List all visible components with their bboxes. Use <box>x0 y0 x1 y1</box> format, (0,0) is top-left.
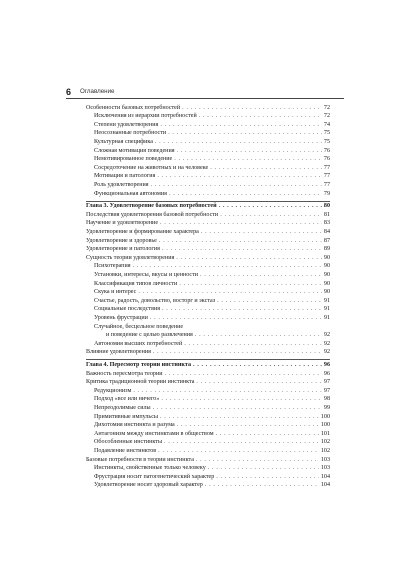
header-rule <box>66 98 344 99</box>
toc-leader-dots <box>155 138 322 147</box>
toc-leader-dots <box>159 237 322 246</box>
toc-entry-page: 90 <box>323 280 330 287</box>
toc-entry-page: 90 <box>323 289 330 296</box>
toc-entry <box>86 271 330 280</box>
toc-entry-page: 83 <box>323 220 330 227</box>
toc-entry <box>86 288 330 297</box>
toc-entry-title: Сосредоточение на животных и на человеке <box>94 164 209 171</box>
toc-entry-title: Случайное, бесцельное поведение <box>94 323 184 330</box>
toc-entry-page: 87 <box>323 237 330 244</box>
toc-leader-dots <box>158 447 319 456</box>
toc-entry-page: 77 <box>323 181 330 188</box>
toc-leader-dots <box>160 219 322 228</box>
toc-leader-dots <box>193 361 322 370</box>
toc-entry <box>86 297 330 306</box>
toc-leader-dots <box>162 305 322 314</box>
toc-entry-title: Классификация типов личности <box>94 280 178 287</box>
toc-entry-title: Особенности базовых потребностей <box>86 104 181 111</box>
toc-entry <box>86 129 330 138</box>
toc-leader-dots <box>157 172 322 181</box>
toc-entry <box>86 331 330 340</box>
toc-entry-page: 72 <box>323 113 330 120</box>
toc-entry-page: 96 <box>323 370 330 377</box>
toc-entry <box>86 155 330 164</box>
toc-entry-page: 92 <box>323 332 330 339</box>
running-head: Оглавление <box>80 88 115 95</box>
toc-entry-page: 91 <box>323 297 330 304</box>
toc-entry-page: 96 <box>323 361 330 368</box>
toc-entry-title: Психотерапия <box>94 263 131 270</box>
toc-leader-dots <box>169 190 322 199</box>
toc-leader-dots <box>220 211 322 220</box>
toc-entry-page: 77 <box>323 164 330 171</box>
toc-entry-page: 101 <box>320 430 330 437</box>
toc-entry <box>86 237 330 246</box>
toc-entry-title: Скука и интерес <box>94 289 137 296</box>
toc-leader-dots <box>195 331 322 340</box>
toc-entry <box>86 314 330 323</box>
toc-entry <box>86 413 330 422</box>
toc-entry <box>86 305 330 314</box>
toc-entry-title: Удовлетворение и патология <box>86 246 160 253</box>
toc-leader-dots <box>208 464 319 473</box>
toc-entry <box>86 112 330 121</box>
toc-leader-dots <box>179 280 322 289</box>
toc-entry-page: 100 <box>320 422 330 429</box>
toc-entry-page: 92 <box>323 349 330 356</box>
toc-leader-dots <box>184 340 322 349</box>
toc-leader-dots <box>164 438 319 447</box>
toc-entry <box>86 340 330 349</box>
toc-entry-page: 91 <box>323 314 330 321</box>
toc-entry-title: Непреодолимые силы <box>94 404 151 411</box>
toc-entry-title: Научение и удовлетворение <box>86 220 159 227</box>
toc-leader-dots <box>177 421 319 430</box>
toc-entry-page: 76 <box>323 147 330 154</box>
toc-entry <box>86 348 330 357</box>
toc-entry <box>86 464 330 473</box>
toc-entry-page: 80 <box>323 203 330 210</box>
toc-entry <box>86 430 330 439</box>
toc-entry <box>86 421 330 430</box>
toc-chapter <box>86 202 330 211</box>
toc-entry <box>86 211 330 220</box>
toc-leader-dots <box>174 155 322 164</box>
toc-entry-page: 84 <box>323 228 330 235</box>
toc-leader-dots <box>138 288 322 297</box>
toc-entry-page: 74 <box>323 121 330 128</box>
toc-entry-page: 79 <box>323 190 330 197</box>
toc-entry-title: Мотивация и патология <box>94 173 156 180</box>
toc-entry-title: Исключения из иерархии потребностей <box>94 113 197 120</box>
toc-entry <box>86 219 330 228</box>
toc-entry-page: 104 <box>320 482 330 489</box>
toc-leader-dots <box>182 104 322 113</box>
page-number: 6 <box>66 87 72 97</box>
toc-leader-dots <box>133 387 322 396</box>
toc-entry-page: 102 <box>320 439 330 446</box>
toc-leader-dots <box>199 112 322 121</box>
toc-entry <box>86 121 330 130</box>
toc-entry-page: 75 <box>323 138 330 145</box>
toc-entry-title: Культурная специфика <box>94 138 153 145</box>
toc-leader-dots <box>150 314 322 323</box>
page-header <box>66 87 344 97</box>
toc-entry-page: 72 <box>323 104 330 111</box>
toc-leader-dots <box>205 481 319 490</box>
toc-entry-page: 90 <box>323 271 330 278</box>
toc-leader-dots <box>160 121 322 130</box>
toc-entry-page: 76 <box>323 156 330 163</box>
toc-entry <box>86 438 330 447</box>
toc-entry-page: 77 <box>323 173 330 180</box>
toc-entry <box>86 447 330 456</box>
toc-entry-page: 90 <box>323 254 330 261</box>
toc-entry-title: Обособленные инстинкты <box>94 439 163 446</box>
toc-leader-dots <box>201 228 322 237</box>
toc-entry-page: 99 <box>323 404 330 411</box>
toc-leader-dots <box>200 271 322 280</box>
toc-entry-title: Последствия удовлетворения базовой потребности <box>86 211 219 218</box>
toc-entry-title: Удовлетворение и формирование характера <box>86 228 199 235</box>
toc-entry-title: Счастье, радость, довольство, восторг и экстаз <box>94 297 216 304</box>
toc-entry <box>86 254 330 263</box>
toc-entry-page: 104 <box>320 473 330 480</box>
toc-entry <box>86 370 330 379</box>
toc-entry-title: Социальные последствия <box>94 306 161 313</box>
toc-entry-title: Критика традиционной теории инстинкта <box>86 379 195 386</box>
toc-leader-dots <box>153 404 322 413</box>
toc-leader-dots <box>162 245 322 254</box>
toc-entry-title: Автономия высших потребностей <box>94 340 183 347</box>
toc-entry <box>86 387 330 396</box>
toc-entry-title: Редукционизм <box>94 387 132 394</box>
toc-entry <box>86 404 330 413</box>
toc-entry-page: 90 <box>323 263 330 270</box>
toc-entry <box>86 172 330 181</box>
toc-entry-title: Дихотомия инстинкта и разума <box>94 422 175 429</box>
toc-entry <box>86 280 330 289</box>
toc-entry-title: Важность пересмотра теории <box>86 370 163 377</box>
toc-entry-title: Роль удовлетворения <box>94 181 149 188</box>
toc-entry <box>86 164 330 173</box>
toc-leader-dots <box>153 348 322 357</box>
toc-entry <box>86 104 330 113</box>
toc-entry-page: 75 <box>323 130 330 137</box>
toc-leader-dots <box>210 164 322 173</box>
toc-leader-dots <box>216 430 319 439</box>
toc-entry-page: 89 <box>323 246 330 253</box>
toc-entry-title: Фрустрация носит патогенетический характер <box>94 473 215 480</box>
toc-leader-dots <box>168 129 322 138</box>
toc-entry <box>86 228 330 237</box>
toc-entry <box>86 190 330 199</box>
toc-chapter <box>86 361 330 370</box>
toc-entry <box>86 481 330 490</box>
toc-entry <box>86 262 330 271</box>
toc-entry-title: Функциональная автономия <box>94 190 167 197</box>
toc-leader-dots <box>219 202 322 211</box>
toc-entry-title: Влияние удовлетворения <box>86 349 151 356</box>
toc-entry <box>86 456 330 465</box>
toc-leader-dots <box>216 473 319 482</box>
toc-entry-page: 97 <box>323 387 330 394</box>
toc-entry-page: 103 <box>320 456 330 463</box>
toc-leader-dots <box>165 370 322 379</box>
toc-entry-page: 98 <box>323 396 330 403</box>
toc-entry-page: 92 <box>323 340 330 347</box>
toc-entry-page: 103 <box>320 465 330 472</box>
toc-entry-title: Антагонизм между инстинктами в обществом <box>94 430 214 437</box>
toc-entry-title: Сущность теории удовлетворения <box>86 254 175 261</box>
toc-entry-title: Немотивированное поведение <box>94 156 173 163</box>
toc-entry-title: Степени удовлетворения <box>94 121 159 128</box>
toc-entry <box>86 378 330 387</box>
toc-entry <box>86 138 330 147</box>
toc-leader-dots <box>161 395 322 404</box>
toc-leader-dots <box>160 413 319 422</box>
toc-entry-title: Глава 4. Пересмотр теории инстинкта <box>86 361 191 368</box>
toc-entry <box>86 147 330 156</box>
toc-entry-title: Неосознанные потребности <box>94 130 167 137</box>
toc-entry <box>86 181 330 190</box>
toc-leader-dots <box>217 297 322 306</box>
toc-leader-dots <box>176 254 322 263</box>
toc-entry-page: 100 <box>320 413 330 420</box>
toc-entry-title: Подход «все или ничего» <box>94 396 160 403</box>
toc-entry <box>86 323 330 332</box>
toc-entry-title: Установки, интересы, вкусы и ценности <box>94 271 199 278</box>
toc-entry <box>86 245 330 254</box>
toc-entry-title: Удовлетворение и здоровье <box>86 237 157 244</box>
toc-entry-title: Базовые потребности в теории инстинкта <box>86 456 194 463</box>
toc-entry-title: Удовлетворение носит здоровый характер <box>94 482 203 489</box>
toc-entry-title: Уровень фрустрации <box>94 314 148 321</box>
toc-entry-title: Инстинкты, свойственные только человеку <box>94 465 206 472</box>
toc-entry-title: Сложная мотивация поведения <box>94 147 175 154</box>
toc-entry-page: 97 <box>323 379 330 386</box>
toc-entry-title: и поведение с целью развлечения <box>106 332 193 339</box>
toc-entry <box>86 473 330 482</box>
toc-entry-title: Глава 3. Удовлетворение базовых потребностей <box>86 203 217 210</box>
toc-entry-title: Подавление инстинктов <box>94 447 157 454</box>
toc-entry-page: 102 <box>320 447 330 454</box>
toc-leader-dots <box>177 147 322 156</box>
toc-leader-dots <box>196 378 321 387</box>
toc-entry-page: 81 <box>323 211 330 218</box>
toc-leader-dots <box>133 262 322 271</box>
toc-entry <box>86 395 330 404</box>
toc-leader-dots <box>196 456 319 465</box>
toc-leader-dots <box>151 181 322 190</box>
toc-entry-title: Примитивные импульсы <box>94 413 158 420</box>
toc-entry-page: 91 <box>323 306 330 313</box>
